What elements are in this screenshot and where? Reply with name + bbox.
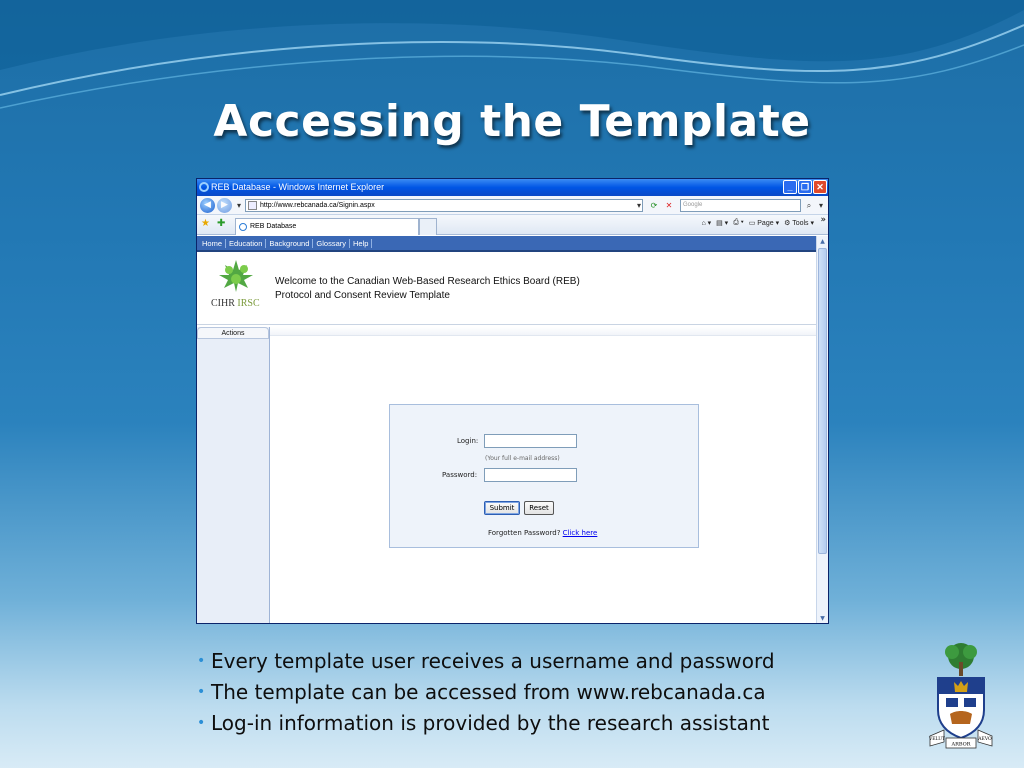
motto-left: VELUT: [928, 737, 946, 742]
ie-icon: [199, 182, 209, 192]
forgot-password: [488, 529, 597, 537]
scroll-up-icon[interactable]: ▲: [820, 238, 825, 245]
cihr-wordmark: CIHR IRSC: [211, 298, 260, 309]
search-input[interactable]: Google: [680, 199, 801, 212]
window-titlebar: [197, 179, 828, 196]
login-panel: [389, 404, 699, 548]
content-top-strip: [270, 327, 817, 336]
university-crest-icon: [928, 640, 994, 750]
address-dropdown-icon[interactable]: ▾: [636, 201, 641, 210]
browser-window: [196, 178, 829, 624]
welcome-text: [275, 275, 580, 303]
nav-glossary[interactable]: Glossary: [313, 239, 350, 248]
feeds-icon[interactable]: ▤ ▾: [716, 220, 729, 227]
history-dropdown-icon[interactable]: ▾: [236, 201, 241, 210]
address-input[interactable]: [245, 199, 643, 212]
vertical-scrollbar[interactable]: [816, 236, 828, 624]
refresh-icon[interactable]: ⟳: [650, 201, 658, 210]
page-menu[interactable]: ▭ Page ▾: [748, 220, 780, 227]
address-toolbar: [197, 196, 828, 215]
stop-icon[interactable]: ✕: [665, 201, 673, 210]
favorites-star-icon[interactable]: ★: [201, 218, 210, 229]
welcome-line-2: Protocol and Consent Review Template: [275, 290, 450, 301]
submit-button[interactable]: Submit: [484, 501, 520, 515]
new-tab-button[interactable]: [419, 218, 437, 235]
site-nav: [197, 236, 817, 252]
ie-tab-icon: [239, 223, 247, 231]
cihr-logo: [211, 258, 261, 312]
command-bar: [701, 219, 814, 227]
web-page: [197, 236, 817, 624]
slide-title: Accessing the Template: [213, 96, 811, 147]
login-input[interactable]: [484, 434, 577, 448]
minimize-button[interactable]: _: [783, 180, 797, 194]
tools-menu[interactable]: ⚙ Tools ▾: [784, 220, 814, 227]
leaf-logo-icon: [217, 258, 255, 294]
reset-button[interactable]: Reset: [524, 501, 554, 515]
tab-reb-database[interactable]: [235, 218, 419, 235]
scroll-down-icon[interactable]: ▼: [820, 615, 825, 622]
nav-education[interactable]: Education: [226, 239, 266, 248]
forgot-password-link[interactable]: Click here: [562, 529, 598, 537]
forgot-text: Forgotten Password?: [488, 529, 561, 537]
restore-button[interactable]: ❐: [798, 180, 812, 194]
print-icon[interactable]: ⎙ ▾: [733, 219, 744, 226]
welcome-line-1: Welcome to the Canadian Web-Based Research Ethics Board (REB): [275, 276, 580, 287]
motto-bottom: ARBOR: [951, 741, 971, 748]
nav-help[interactable]: Help: [350, 239, 372, 248]
password-input[interactable]: [484, 468, 577, 482]
scroll-thumb[interactable]: [818, 248, 827, 554]
password-label: Password:: [442, 471, 478, 479]
bullet-item: • The template can be accessed from www.rebcanada.ca: [197, 677, 775, 708]
address-text: http://www.rebcanada.ca/Signin.aspx: [260, 202, 375, 209]
forward-button[interactable]: ▶: [217, 198, 232, 213]
more-commands-icon[interactable]: »: [820, 215, 826, 225]
page-icon: [248, 201, 257, 210]
login-hint: (Your full e-mail address): [485, 455, 560, 462]
add-favorite-icon[interactable]: ✚: [217, 218, 226, 229]
actions-tab[interactable]: Actions: [197, 327, 269, 339]
site-header: [197, 252, 817, 325]
login-label: Login:: [457, 437, 479, 445]
bullet-item: • Every template user receives a username and password: [197, 646, 775, 677]
tab-bar: [197, 215, 828, 235]
search-icon[interactable]: ⌕: [806, 201, 812, 210]
search-dropdown-icon[interactable]: ▾: [818, 201, 823, 210]
nav-background[interactable]: Background: [266, 239, 313, 248]
close-button[interactable]: ✕: [813, 180, 827, 194]
bullet-list: [197, 646, 775, 739]
home-icon[interactable]: ⌂ ▾: [701, 220, 712, 227]
motto-right: AEVO: [978, 737, 992, 742]
bullet-item: • Log-in information is provided by the research assistant: [197, 708, 775, 739]
actions-sidebar: [197, 327, 270, 624]
nav-home[interactable]: Home: [199, 239, 226, 248]
tab-label: REB Database: [250, 223, 297, 230]
window-title: REB Database - Windows Internet Explorer: [211, 182, 385, 192]
back-button[interactable]: ◀: [200, 198, 215, 213]
